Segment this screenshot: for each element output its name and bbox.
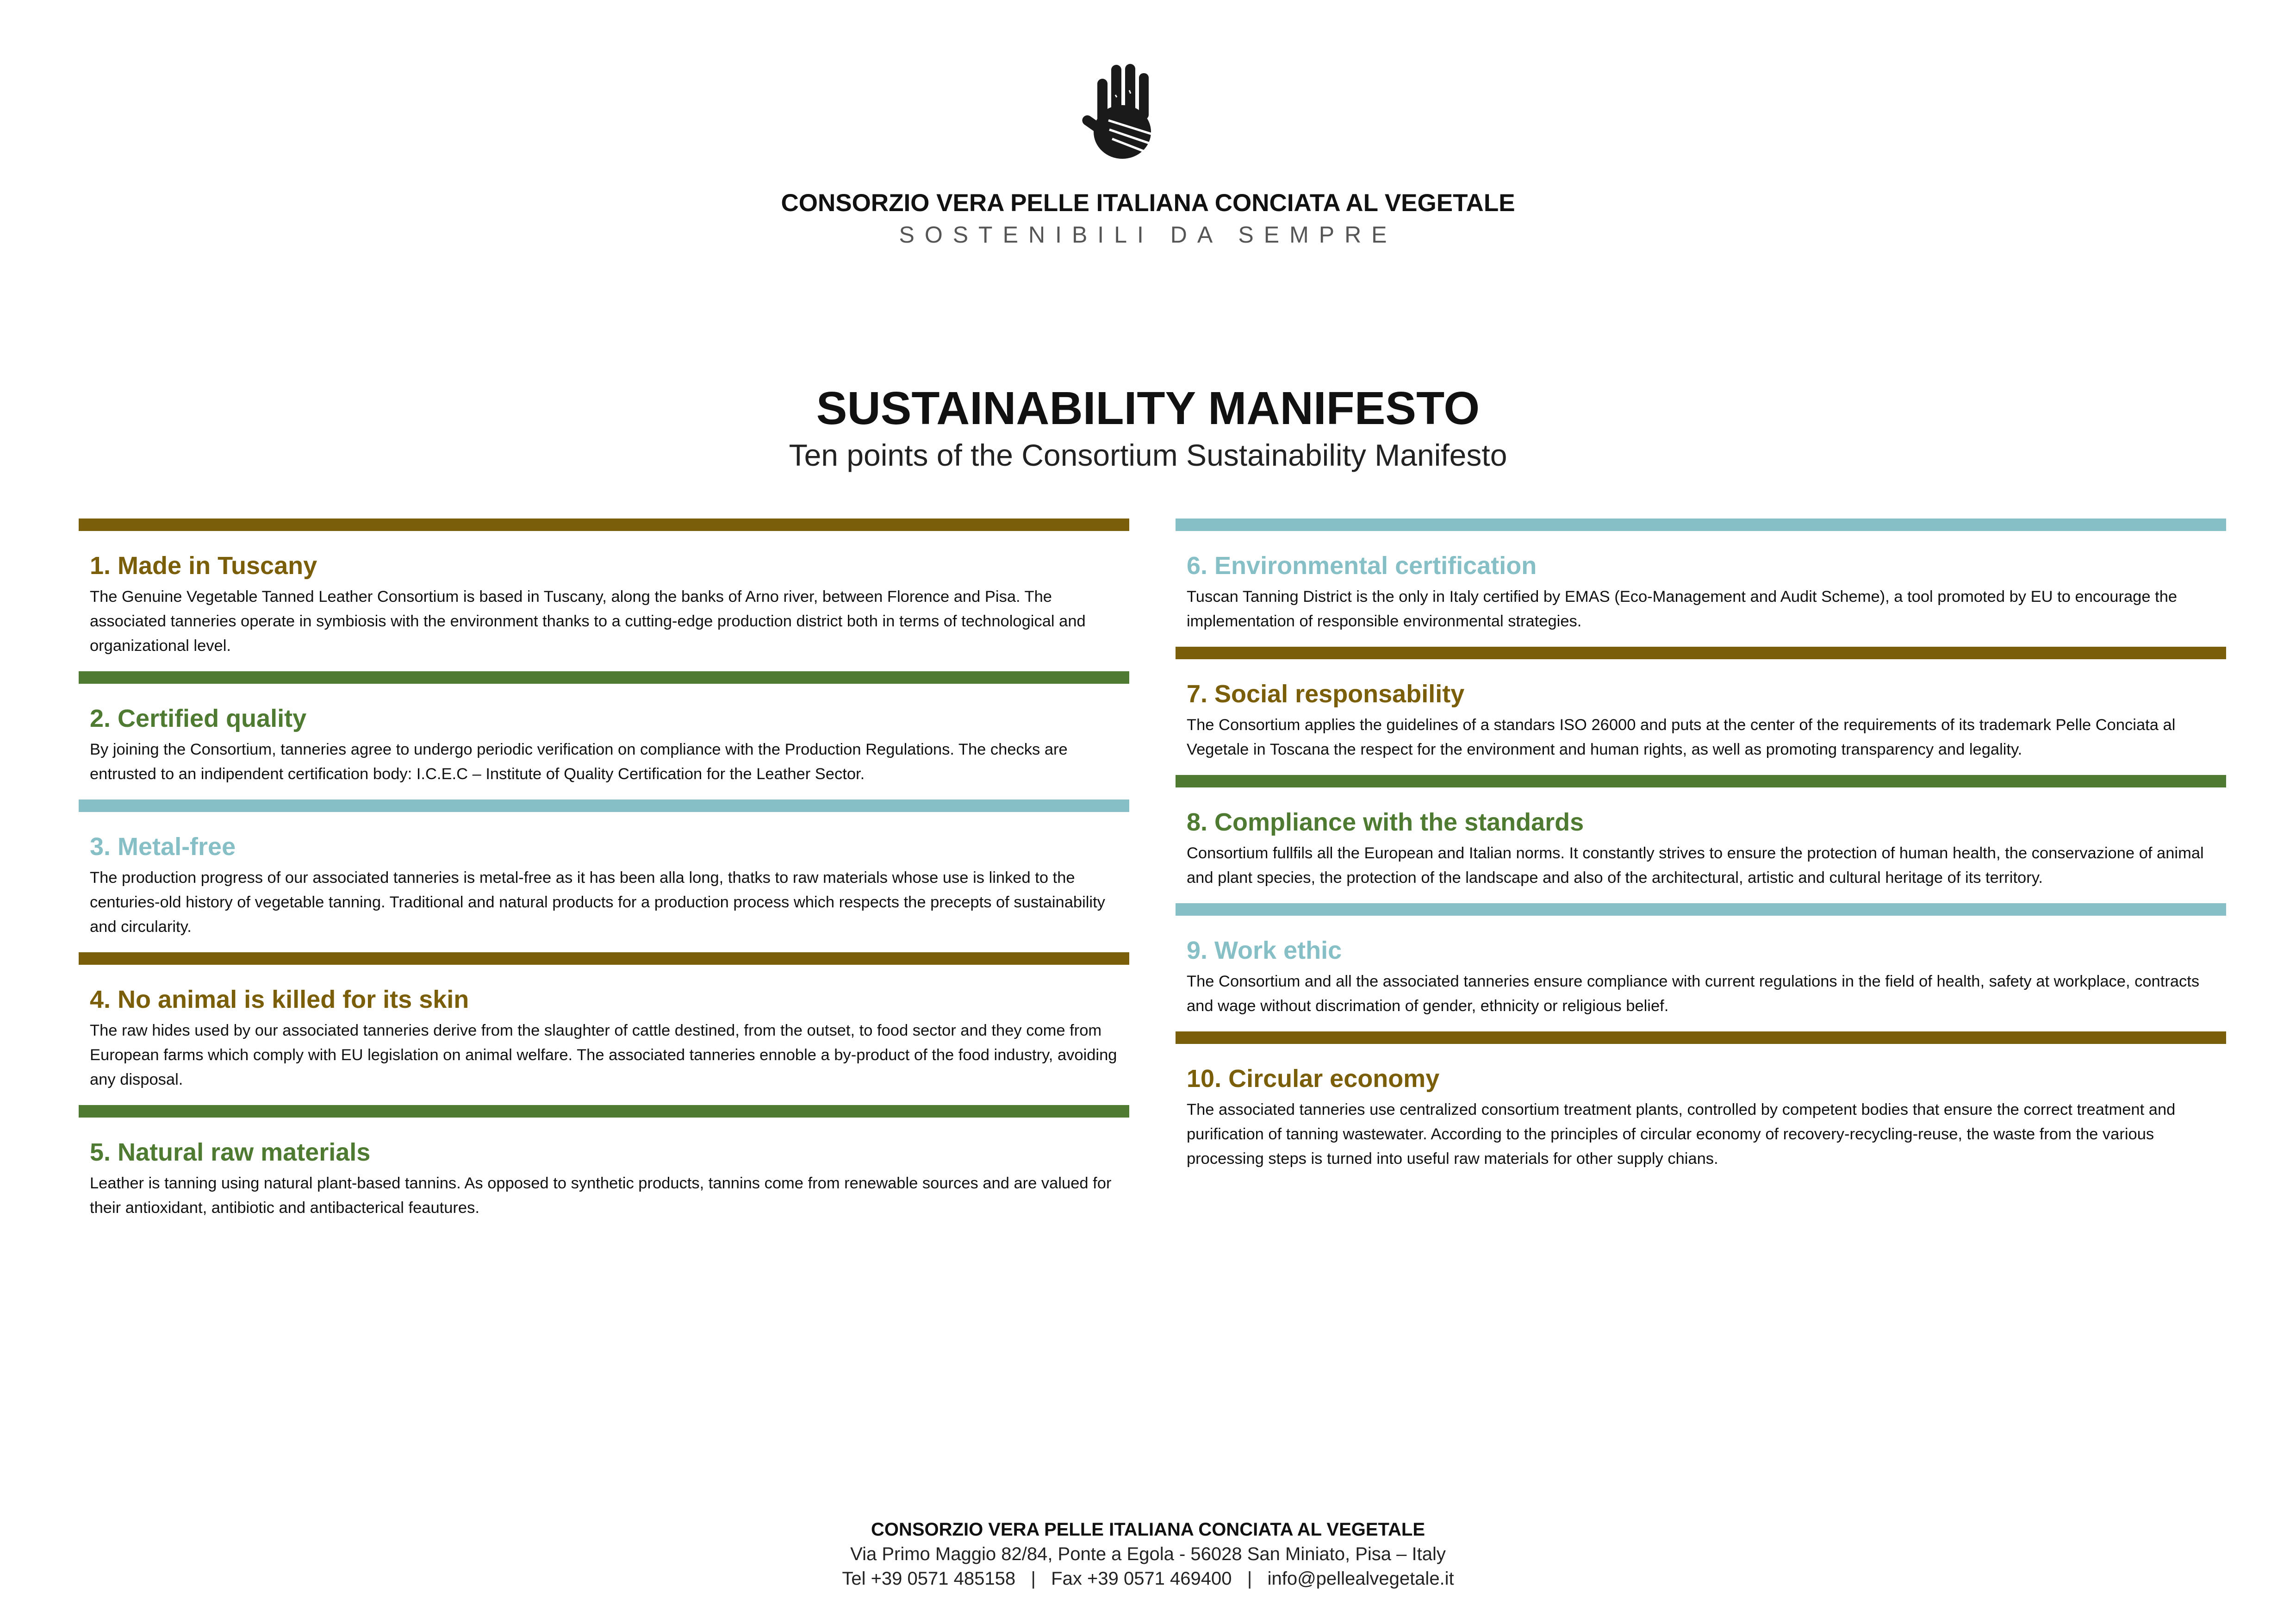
color-bar: [1176, 647, 2226, 659]
point-title: 1. Made in Tuscany: [90, 552, 317, 580]
footer-address: Via Primo Maggio 82/84, Ponte a Egola - 56028 San Miniato, Pisa – Italy: [850, 1544, 1446, 1564]
point-title: 5. Natural raw materials: [90, 1138, 371, 1166]
point-title: 10. Circular economy: [1187, 1065, 1440, 1093]
manifesto-point: [1176, 775, 2226, 890]
footer-contacts: Tel +39 0571 485158 | Fax +39 0571 469400 | info@pellealvegetale.it: [842, 1568, 1454, 1589]
point-title: 3. Metal-free: [90, 833, 236, 861]
point-body: The Genuine Vegetable Tanned Leather Consortium is based in Tuscany, along the banks of Arno river, between Florence and Pisa. The associated tanneries operate in symbiosis with the environment thanks to a cutting-edge production district both in terms of technological and organizational level.: [90, 588, 1086, 655]
color-bar: [79, 800, 1129, 812]
color-bar: [1176, 775, 2226, 787]
page-subtitle: Ten points of the Consortium Sustainability Manifesto: [789, 438, 1507, 472]
point-title: 8. Compliance with the standards: [1187, 808, 1584, 836]
manifesto-point: [79, 518, 1129, 658]
point-body: The Consortium applies the guidelines of a standars ISO 26000 and puts at the center of the requirements of its trademark Pelle Conciata al Vegetale in Toscana the respect for the environment and human rights, as well as promoting transparency and legality.: [1187, 716, 2176, 758]
point-title: 2. Certified quality: [90, 705, 307, 732]
point-body: The raw hides used by our associated tanneries derive from the slaughter of cattle destined, from the outset, to food sector and they come from European farms which comply with EU legislation on animal welfare. The associated tanneries ennoble a by-product of the food industry, avoiding any disposal.: [90, 1022, 1117, 1088]
manifesto-point: [79, 800, 1129, 939]
org-name: CONSORZIO VERA PELLE ITALIANA CONCIATA AL VEGETALE: [781, 189, 1515, 217]
point-body: The Consortium and all the associated tanneries ensure compliance with current regulations in the field of health, safety at workplace, contracts and wage without discrimation of gender, ethnicity or religious belief.: [1187, 973, 2200, 1015]
color-bar: [1176, 903, 2226, 916]
point-body: The associated tanneries use centralized consortium treatment plants, controlled by competent bodies that ensure the correct treatment and purification of tanning wastewater. According to the principles of circular economy of recovery-recycling-reuse, the waste from the various processing steps is turned into useful raw materials for other supply chians.: [1187, 1101, 2176, 1168]
manifesto-point: [1176, 903, 2226, 1018]
manifesto-point: [1176, 647, 2226, 762]
org-tagline: SOSTENIBILI DA SEMPRE: [899, 222, 1397, 248]
handprint-logo: [1076, 51, 1169, 167]
color-bar: [1176, 1031, 2226, 1044]
manifesto-point: [1176, 518, 2226, 634]
manifesto-column-left: [79, 518, 1129, 1233]
point-body: The production progress of our associated tanneries is metal-free as it has been alla long, thatks to raw materials whose use is linked to the centuries-old history of vegetable tanning. Traditional and natural products for a production process which respects the precepts of sustainability and circularity.: [90, 869, 1105, 936]
point-body: Leather is tanning using natural plant-based tannins. As opposed to synthetic products, tannins come from renewable sources and are valued for their antioxidant, antibiotic and antibacterical feautures.: [90, 1174, 1112, 1217]
color-bar: [79, 1105, 1129, 1118]
manifesto-point: [1176, 1031, 2226, 1171]
color-bar: [79, 952, 1129, 965]
point-title: 9. Work ethic: [1187, 937, 1342, 964]
point-body: Consortium fullfils all the European and Italian norms. It constantly strives to ensure the protection of human health, the conservazione of animal and plant species, the protection of the landscape and also of the architectural, artistic and cultural heritage of its territory.: [1187, 844, 2204, 887]
color-bar: [79, 518, 1129, 531]
manifesto-column-right: [1176, 518, 2226, 1184]
color-bar: [79, 671, 1129, 684]
manifesto-point: [79, 952, 1129, 1092]
manifesto-point: [79, 671, 1129, 787]
handprint-icon: [1076, 51, 1169, 167]
point-body: By joining the Consortium, tanneries agree to undergo periodic verification on compliance with the Production Regulations. The checks are entrusted to an indipendent certification body: I.C.E.C – Institute of Quality Certification for the Leather Sector.: [90, 741, 1068, 783]
manifesto-point: [79, 1105, 1129, 1220]
point-title: 4. No animal is killed for its skin: [90, 986, 469, 1013]
point-title: 6. Environmental certification: [1187, 552, 1537, 580]
footer-org-name: CONSORZIO VERA PELLE ITALIANA CONCIATA AL VEGETALE: [871, 1519, 1425, 1540]
point-title: 7. Social responsability: [1187, 680, 1465, 708]
page-title: SUSTAINABILITY MANIFESTO: [816, 382, 1480, 434]
color-bar: [1176, 518, 2226, 531]
point-body: Tuscan Tanning District is the only in Italy certified by EMAS (Eco-Management and Audit Scheme), a tool promoted by EU to encourage the implementation of responsible environmental strategies.: [1187, 588, 2178, 630]
